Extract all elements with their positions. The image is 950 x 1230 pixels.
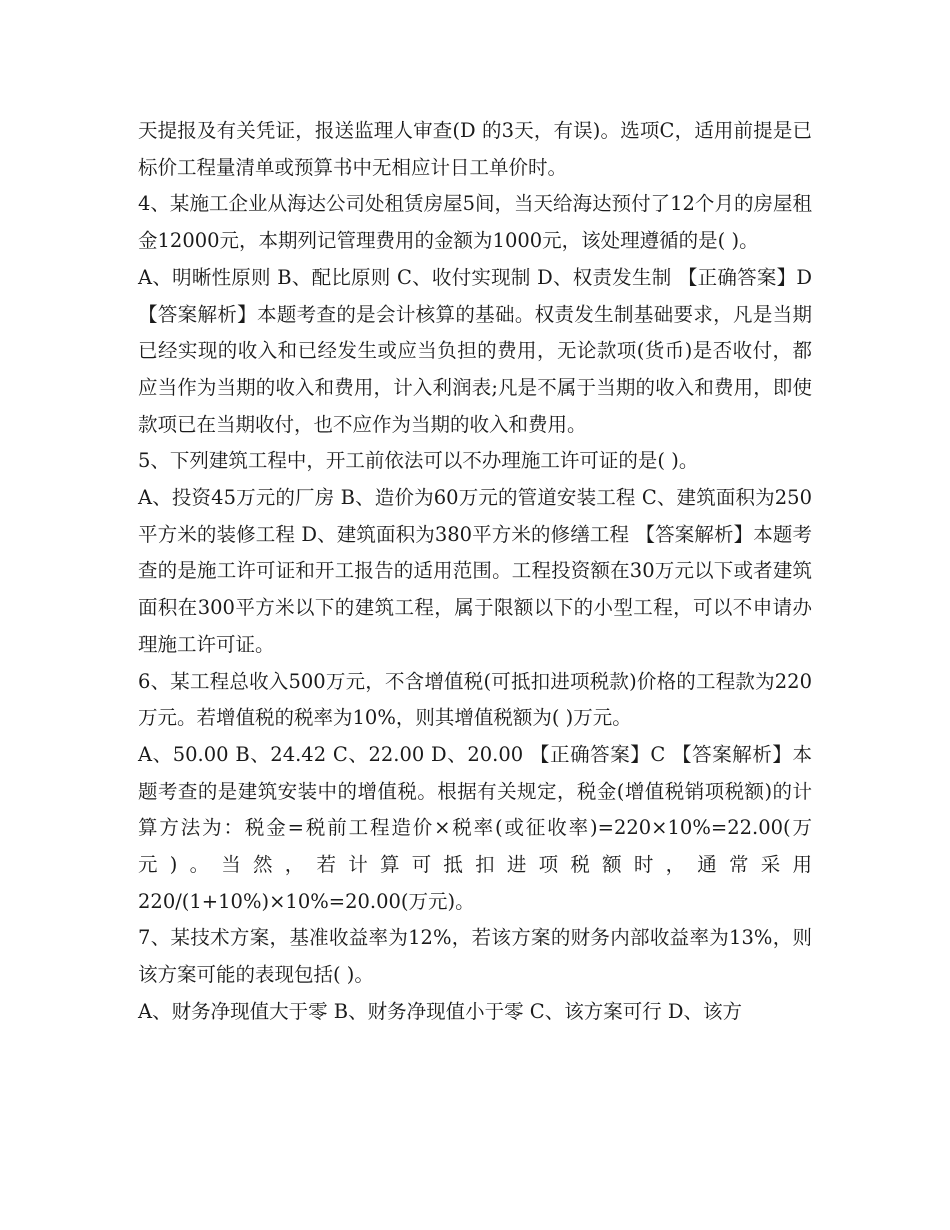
paragraph-3: A、明晰性原则 B、配比原则 C、收付实现制 D、权责发生制 【正确答案】D 【答案解析】本题考查的是会计核算的基础。权责发生制基础要求，凡是当期已经实现的收入和已经发生或应当负担的费用，无论款项(货币)是否收付，都应当作为当期的收入和费用，计入利润表;凡是不属于当期的收入和费用，即使款项已在当期收付，也不应作为当期的收入和费用。 xyxy=(138,265,812,436)
document-body xyxy=(138,113,812,1031)
paragraph-7: A、50.00 B、24.42 C、22.00 D、20.00 【正确答案】C 【答案解析】本题考查的是建筑安装中的增值税。根据有关规定，税金(增值税销项税额)的计算方法为：税金=税前工程造价×税率(或征收率)=220×10%=22.00(万元)。当然，若计算可抵扣进项税额时，通常采用 220/(1+10%)×10%=20.00(万元)。 xyxy=(138,742,812,913)
paragraph-6: 6、某工程总收入500万元，不含增值税(可抵扣进项税款)价格的工程款为220万元。若增值税的税率为10%，则其增值税额为( )万元。 xyxy=(138,669,812,730)
paragraph-4: 5、下列建筑工程中，开工前依法可以不办理施工许可证的是( )。 xyxy=(138,449,699,473)
paragraph-9: A、财务净现值大于零 B、财务净现值小于零 C、该方案可行 D、该方 xyxy=(138,999,743,1023)
paragraph-8: 7、某技术方案，基准收益率为12%，若该方案的财务内部收益率为13%，则该方案可能的表现包括( )。 xyxy=(138,926,812,987)
paragraph-1: 天提报及有关凭证，报送监理人审查(D 的3天，有误)。选项C，适用前提是已标价工程量清单或预算书中无相应计日工单价时。 xyxy=(138,119,812,179)
paragraph-2: 4、某施工企业从海达公司处租赁房屋5间，当天给海达预付了12个月的房屋租金12000元，本期列记管理费用的金额为1000元，该处理遵循的是( )。 xyxy=(138,192,812,253)
paragraph-5: A、投资45万元的厂房 B、造价为60万元的管道安装工程 C、建筑面积为250平方米的装修工程 D、建筑面积为380平方米的修缮工程 【答案解析】本题考查的是施工许可证和开工报告的适用范围。工程投资额在30万元以下或者建筑面积在300平方米以下的建筑工程，属于限额以下的小型工程，可以不申请办理施工许可证。 xyxy=(138,486,812,656)
